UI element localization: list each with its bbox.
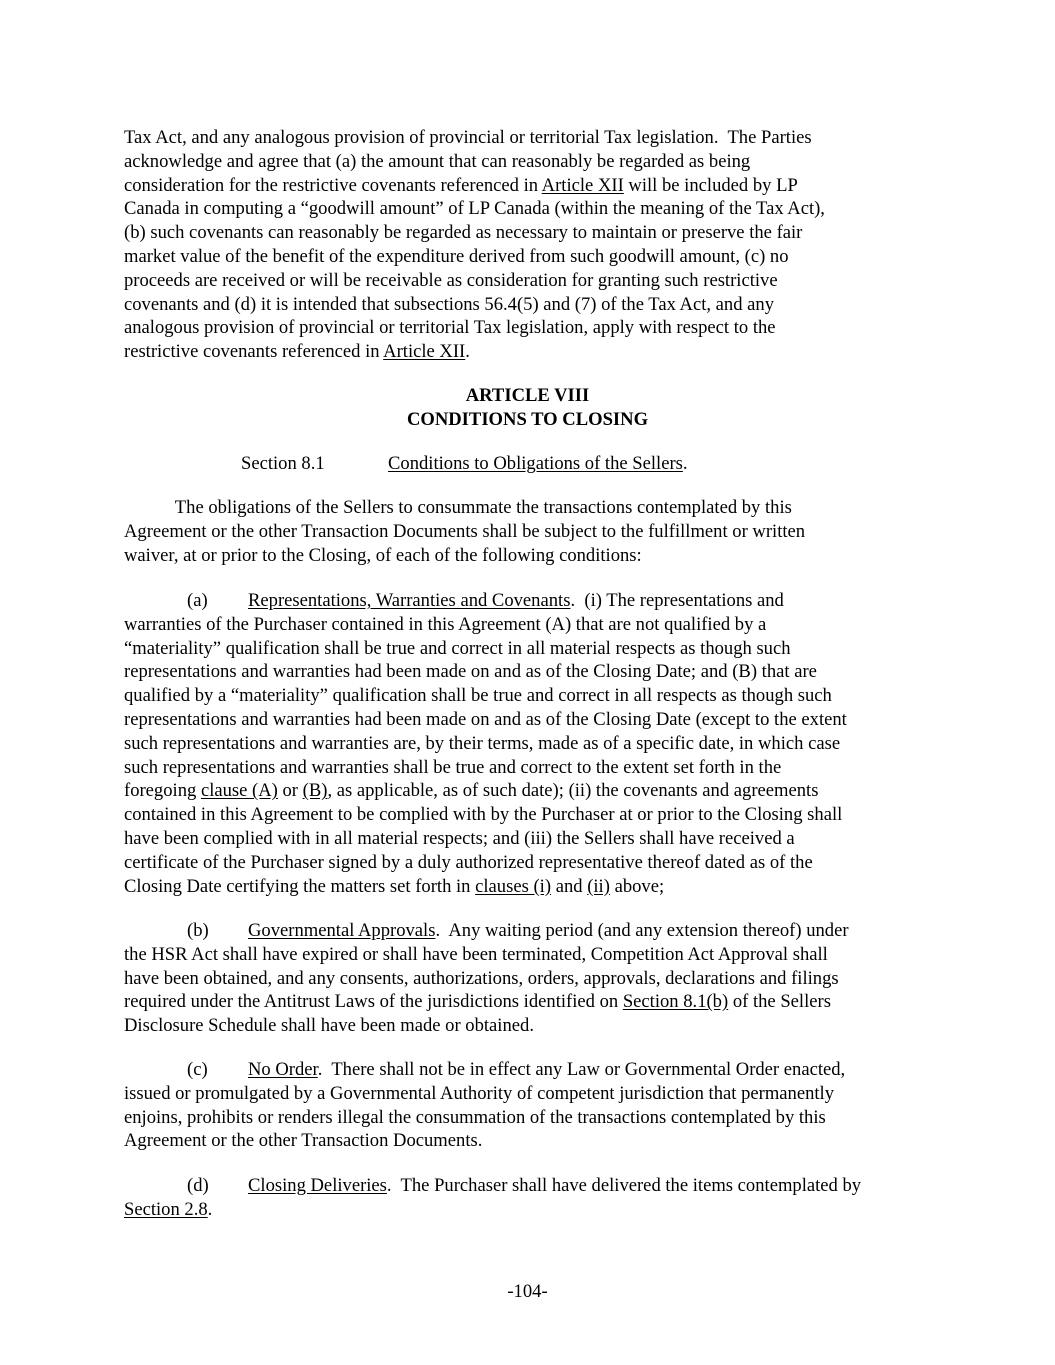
text-line [124, 316, 944, 340]
text-line [124, 637, 944, 661]
section-title-period: . [682, 453, 688, 474]
text-run: market value of the benefit of the expenditure derived from such goodwill amount, (c) no [124, 245, 789, 267]
clause-label: (d) [187, 1175, 209, 1196]
text-run: contained in this Agreement to be complied with by the Purchaser at or prior to the Closing shall [124, 804, 843, 826]
text-run: . (i) The representations and [570, 590, 784, 611]
text-run: the HSR Act shall have expired or shall have been terminated, Competition Act Approval shall [124, 943, 828, 965]
text-line [124, 990, 944, 1014]
text-run: . There shall not be in effect any Law or Governmental Order enacted, [317, 1059, 846, 1080]
text-line [124, 660, 944, 684]
text-run: representations and warranties had been made on and as of the Closing Date (except to the extent [124, 708, 847, 730]
article-number: ARTICLE VIII [465, 385, 590, 406]
clause-label: (b) [187, 920, 209, 941]
text-run: and [551, 875, 588, 897]
text-line [124, 340, 944, 364]
text-run: covenants and (d) it is intended that subsections 56.4(5) and (7) of the Tax Act, and any [124, 293, 775, 315]
text-line [124, 803, 944, 827]
text-run: Canada in computing a “goodwill amount” of LP Canada (within the meaning of the Tax Act), [124, 198, 825, 220]
text-run: . [465, 341, 470, 363]
cross-reference: clause (A) [200, 780, 278, 802]
section-title: Conditions to Obligations of the Sellers [388, 453, 683, 474]
text-line [124, 126, 944, 150]
text-line [124, 520, 944, 544]
cross-reference: clauses (i) [475, 875, 552, 897]
text-run: The obligations of the Sellers to consummate the transactions contemplated by this [124, 497, 792, 518]
text-line [124, 732, 944, 756]
article-heading [0, 384, 1055, 432]
text-run: will be included by LP [623, 174, 798, 196]
cross-reference: (B) [302, 780, 328, 802]
text-run: have been obtained, and any consents, authorizations, orders, approvals, declarations and filings [124, 967, 839, 989]
text-line [124, 1106, 944, 1130]
text-run: (b) such covenants can reasonably be regarded as necessary to maintain or preserve the fair [124, 222, 803, 244]
text-run: foregoing [124, 780, 201, 802]
text-line [124, 174, 944, 198]
intro-paragraph [124, 126, 944, 364]
text-run: above; [609, 875, 665, 897]
text-line [124, 197, 944, 221]
text-line [124, 967, 944, 991]
text-run: of the Sellers [728, 991, 831, 1013]
text-run: required under the Antitrust Laws of the jurisdictions identified on [124, 991, 623, 1013]
text-run: Agreement or the other Transaction Documents. [124, 1130, 483, 1152]
text-run: restrictive covenants referenced in [124, 341, 384, 363]
obligations-paragraph [124, 496, 944, 567]
text-line [124, 613, 944, 637]
section-number: Section 8.1 [241, 453, 325, 474]
text-run: Disclosure Schedule shall have been made or obtained. [124, 1015, 534, 1037]
text-line [124, 1198, 944, 1222]
text-line [124, 1058, 944, 1082]
text-line [124, 544, 944, 568]
clause-a [124, 589, 944, 898]
text-run: certificate of the Purchaser signed by a duly authorized representative thereof dated as of the [124, 851, 813, 873]
text-line [124, 875, 944, 899]
text-run: waiver, at or prior to the Closing, of each of the following conditions: [124, 544, 642, 566]
text-run: issued or promulgated by a Governmental Authority of competent jurisdiction that permanently [124, 1082, 835, 1104]
text-line [124, 293, 944, 317]
text-line [124, 943, 944, 967]
text-run: warranties of the Purchaser contained in this Agreement (A) that are not qualified by a [124, 613, 767, 635]
article-title: CONDITIONS TO CLOSING [406, 408, 649, 430]
text-run: Closing Date certifying the matters set forth in [124, 875, 476, 897]
cross-reference: Closing Deliveries [248, 1175, 387, 1196]
text-line [124, 269, 944, 293]
cross-reference: Article XII [383, 341, 466, 363]
text-run: or [277, 780, 303, 802]
text-run: such representations and warranties are, by their terms, made as of a specific date, in which case [124, 732, 841, 754]
text-run: enjoins, prohibits or renders illegal the consummation of the transactions contemplated by this [124, 1106, 826, 1128]
text-run: acknowledge and agree that (a) the amount that can reasonably be regarded as being [124, 150, 751, 172]
text-run: . [207, 1198, 213, 1220]
text-run: consideration for the restrictive covenants referenced in [124, 174, 542, 196]
text-line [124, 589, 944, 613]
text-run: have been complied with in all material respects; and (iii) the Sellers shall have received a [124, 827, 795, 849]
text-run: representations and warranties had been made on and as of the Closing Date; and (B) that are [124, 661, 817, 683]
text-line [124, 919, 944, 943]
text-line [124, 684, 944, 708]
cross-reference: Article XII [541, 174, 624, 196]
text-line [124, 1014, 944, 1038]
cross-reference: Section 2.8 [124, 1198, 208, 1220]
text-run: “materiality” qualification shall be true and correct in all material respects as though such [124, 637, 791, 659]
text-line [124, 150, 944, 174]
cross-reference: (ii) [587, 875, 610, 897]
text-line [124, 221, 944, 245]
text-line [124, 756, 944, 780]
text-line [124, 827, 944, 851]
text-line [124, 1082, 944, 1106]
clause-d [124, 1174, 944, 1222]
text-run: proceeds are received or will be receivable as consideration for granting such restrictive [124, 269, 778, 291]
cross-reference: Section 8.1(b) [622, 991, 729, 1013]
text-line [124, 708, 944, 732]
text-run: analogous provision of provincial or territorial Tax legislation, apply with respect to the [124, 317, 776, 339]
text-run: such representations and warranties shall be true and correct to the extent set forth in the [124, 756, 782, 778]
page-number: -104- [507, 1281, 548, 1302]
clause-label: (c) [187, 1059, 208, 1080]
text-run: . The Purchaser shall have delivered the items contemplated by [386, 1175, 862, 1196]
text-line [124, 245, 944, 269]
text-line [124, 779, 944, 803]
text-run: , as applicable, as of such date); (ii) the covenants and agreements [327, 780, 819, 802]
text-run: Tax Act, and any analogous provision of provincial or territorial Tax legislation. The Parties [124, 127, 812, 148]
text-line [124, 851, 944, 875]
cross-reference: Representations, Warranties and Covenants [248, 590, 571, 611]
text-run: . Any waiting period (and any extension thereof) under [435, 920, 849, 941]
text-line [124, 1174, 944, 1198]
cross-reference: No Order [248, 1059, 318, 1080]
text-line [124, 496, 944, 520]
text-run: qualified by a “materiality” qualification shall be true and correct in all respects as though such [124, 685, 832, 707]
cross-reference: Governmental Approvals [248, 920, 436, 941]
clause-c [124, 1058, 944, 1153]
clause-b [124, 919, 944, 1038]
clause-label: (a) [187, 590, 208, 611]
section-heading [241, 452, 1055, 476]
text-run: Agreement or the other Transaction Documents shall be subject to the fulfillment or written [124, 520, 806, 542]
text-line [124, 1129, 944, 1153]
